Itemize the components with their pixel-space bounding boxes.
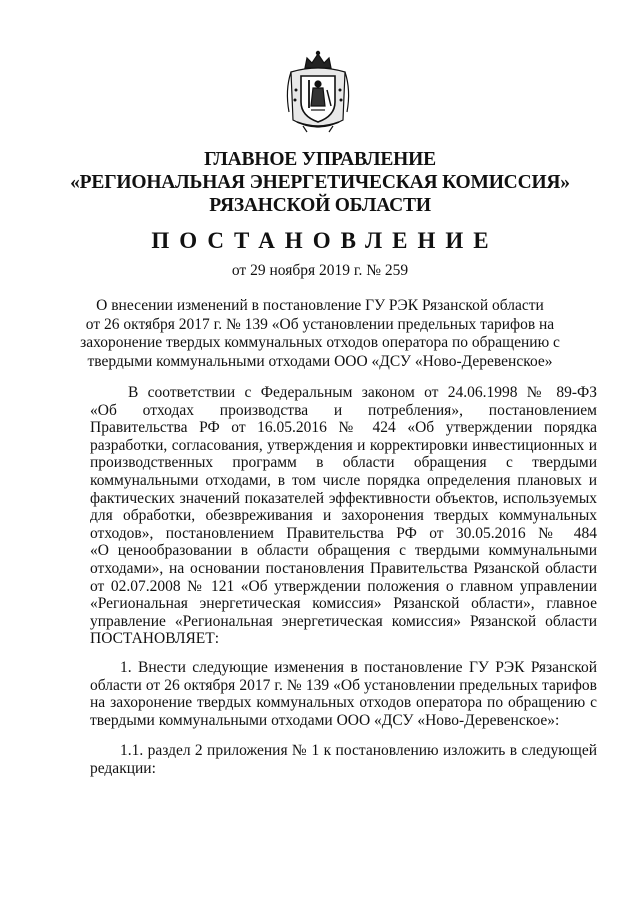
preamble-line: «О ценообразовании в области обращения с твердыми коммунальными bbox=[90, 542, 597, 560]
preamble-line: ПОСТАНОВЛЯЕТ: bbox=[90, 630, 220, 648]
subject-line: О внесении изменений в постановление ГУ РЭК Рязанской области bbox=[96, 297, 544, 314]
issuer-line-2: «РЕГИОНАЛЬНАЯ ЭНЕРГЕТИЧЕСКАЯ КОМИССИЯ» bbox=[70, 172, 570, 193]
document-date: от 29 ноября 2019 г. № 259 bbox=[231, 262, 409, 279]
subject-line: захоронение твердых коммунальных отходов оператора по обращению с bbox=[80, 334, 560, 351]
item-1-1-line: редакции: bbox=[90, 759, 156, 777]
item-1-line: на захоронение твердых коммунальных отходов оператора по обращению с bbox=[90, 694, 597, 712]
coat-of-arms-icon bbox=[283, 50, 353, 134]
item-1-paragraph bbox=[90, 659, 597, 729]
preamble-line: для обработки, обезвреживания и захоронения твердых коммунальных bbox=[90, 507, 597, 525]
preamble-line: разработки, согласования, утверждения и корректировки инвестиционных и bbox=[90, 436, 597, 454]
preamble-line: отходами», на основании постановления Правительства Рязанской области bbox=[90, 559, 597, 577]
subject-line: твердыми коммунальными отходами ООО «ДСУ «Ново-Деревенское» bbox=[87, 352, 553, 370]
preamble-line: В соответствии с Федеральным законом от 24.06.1998 № 89-ФЗ bbox=[128, 384, 597, 401]
item-1-line: твердыми коммунальными отходами ООО «ДСУ «Ново-Деревенское»: bbox=[90, 711, 560, 729]
preamble-line: коммунальными отходами, в том числе порядка определения плановых и bbox=[90, 471, 597, 489]
item-1-line: области от 26 октября 2017 г. № 139 «Об установлении предельных тарифов bbox=[90, 676, 597, 694]
preamble-line: фактических значений показателей эффективности объектов, используемых bbox=[90, 489, 597, 507]
item-1-line: 1. Внести следующие изменения в постановление ГУ РЭК Рязанской bbox=[120, 659, 597, 676]
issuer-header bbox=[60, 148, 580, 217]
preamble-paragraph bbox=[90, 384, 597, 648]
preamble-line: от 02.07.2008 № 121 «Об утверждении положения о главном управлении bbox=[90, 577, 597, 595]
preamble-line: «Об отходах производства и потребления», постановлением bbox=[90, 401, 597, 419]
preamble-line: Правительства РФ от 16.05.2016 № 424 «Об утверждении порядка bbox=[90, 419, 597, 437]
document-title: ПОСТАНОВЛЕНИЕ bbox=[151, 228, 499, 253]
item-1-1-paragraph bbox=[90, 742, 597, 777]
preamble-line: «Региональная энергетическая комиссия» Рязанской области», главное bbox=[90, 595, 597, 613]
subject-line: от 26 октября 2017 г. № 139 «Об установлении предельных тарифов на bbox=[85, 315, 555, 333]
issuer-line-1: ГЛАВНОЕ УПРАВЛЕНИЕ bbox=[204, 149, 436, 170]
document-subject bbox=[60, 297, 580, 371]
item-1-1-line: 1.1. раздел 2 приложения № 1 к постановлению изложить в следующей bbox=[120, 742, 597, 759]
issuer-line-3: РЯЗАНСКОЙ ОБЛАСТИ bbox=[209, 195, 431, 216]
preamble-line: производственных программ в области обращения с твердыми bbox=[90, 454, 597, 472]
preamble-line: отходов», постановлением Правительства РФ от 30.05.2016 № 484 bbox=[90, 524, 597, 542]
preamble-line: управление «Региональная энергетическая комиссия» Рязанской области bbox=[90, 612, 597, 630]
